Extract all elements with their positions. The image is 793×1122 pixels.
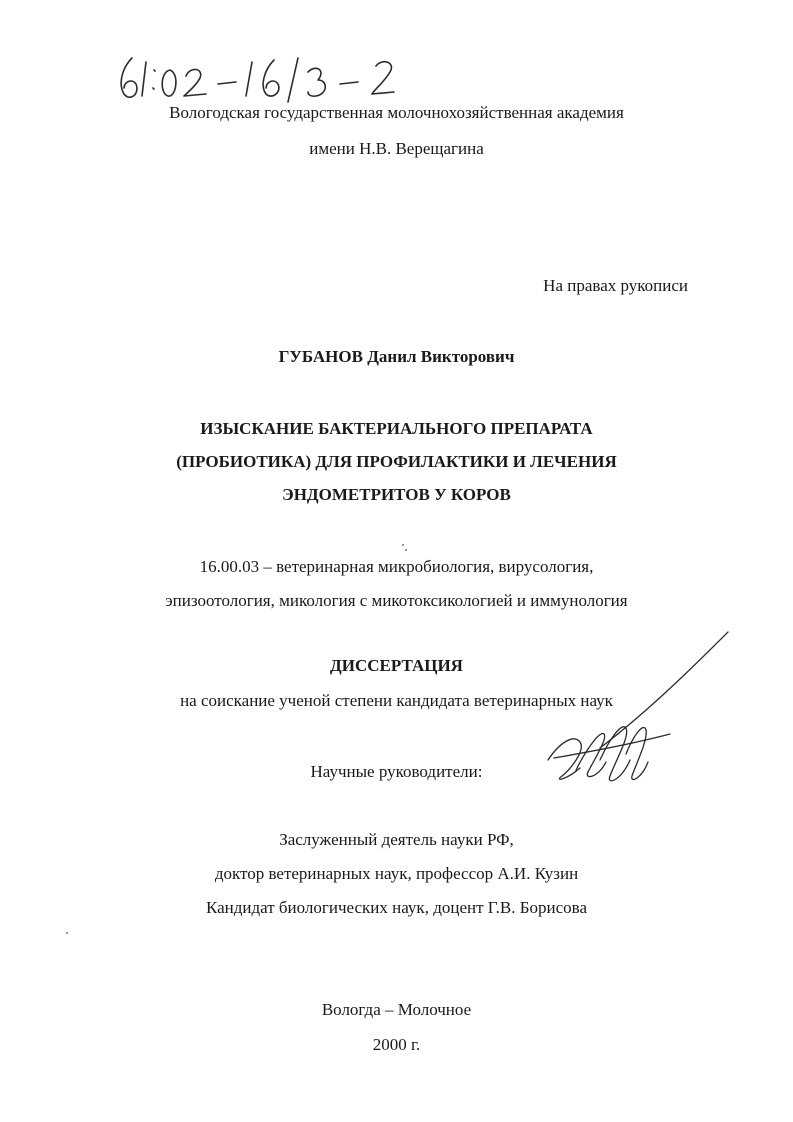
scan-speck [66, 932, 68, 934]
author-name: ГУБАНОВ Данил Викторович [278, 347, 515, 366]
specialty-line-1: 16.00.03 – ветеринарная микробиология, вирусология, [199, 557, 594, 576]
scan-speck [405, 549, 407, 551]
publication-year: 2000 г. [372, 1035, 421, 1054]
scan-speck [402, 544, 404, 546]
degree-statement: на соискание ученой степени кандидата ветеринарных наук [180, 691, 613, 710]
institution-line-1: Вологодская государственная молочнохозяйственная академия [169, 103, 624, 122]
supervisor-line-1: Заслуженный деятель науки РФ, [279, 830, 514, 849]
dissertation-title-line-2: (ПРОБИОТИКА) ДЛЯ ПРОФИЛАКТИКИ И ЛЕЧЕНИЯ [176, 452, 617, 471]
manuscript-rights-note: На правах рукописи [543, 276, 688, 295]
supervisor-line-3: Кандидат биологических наук, доцент Г.В. Борисова [205, 898, 588, 917]
specialty-line-2: эпизоотология, микология с микотоксикологией и иммунология [165, 591, 628, 610]
dissertation-title-line-1: ИЗЫСКАНИЕ БАКТЕРИАЛЬНОГО ПРЕПАРАТА [200, 419, 593, 438]
work-type-heading: ДИССЕРТАЦИЯ [330, 656, 463, 675]
signature-mark [540, 630, 730, 790]
place-of-publication: Вологда – Молочное [321, 1000, 472, 1019]
dissertation-title-line-3: ЭНДОМЕТРИТОВ У КОРОВ [282, 485, 511, 504]
supervisors-heading: Научные руководители: [310, 762, 483, 781]
handwritten-archive-code [112, 48, 412, 108]
institution-line-2: имени Н.В. Верещагина [309, 139, 484, 158]
supervisor-line-2: доктор ветеринарных наук, профессор А.И. Кузин [214, 864, 579, 883]
